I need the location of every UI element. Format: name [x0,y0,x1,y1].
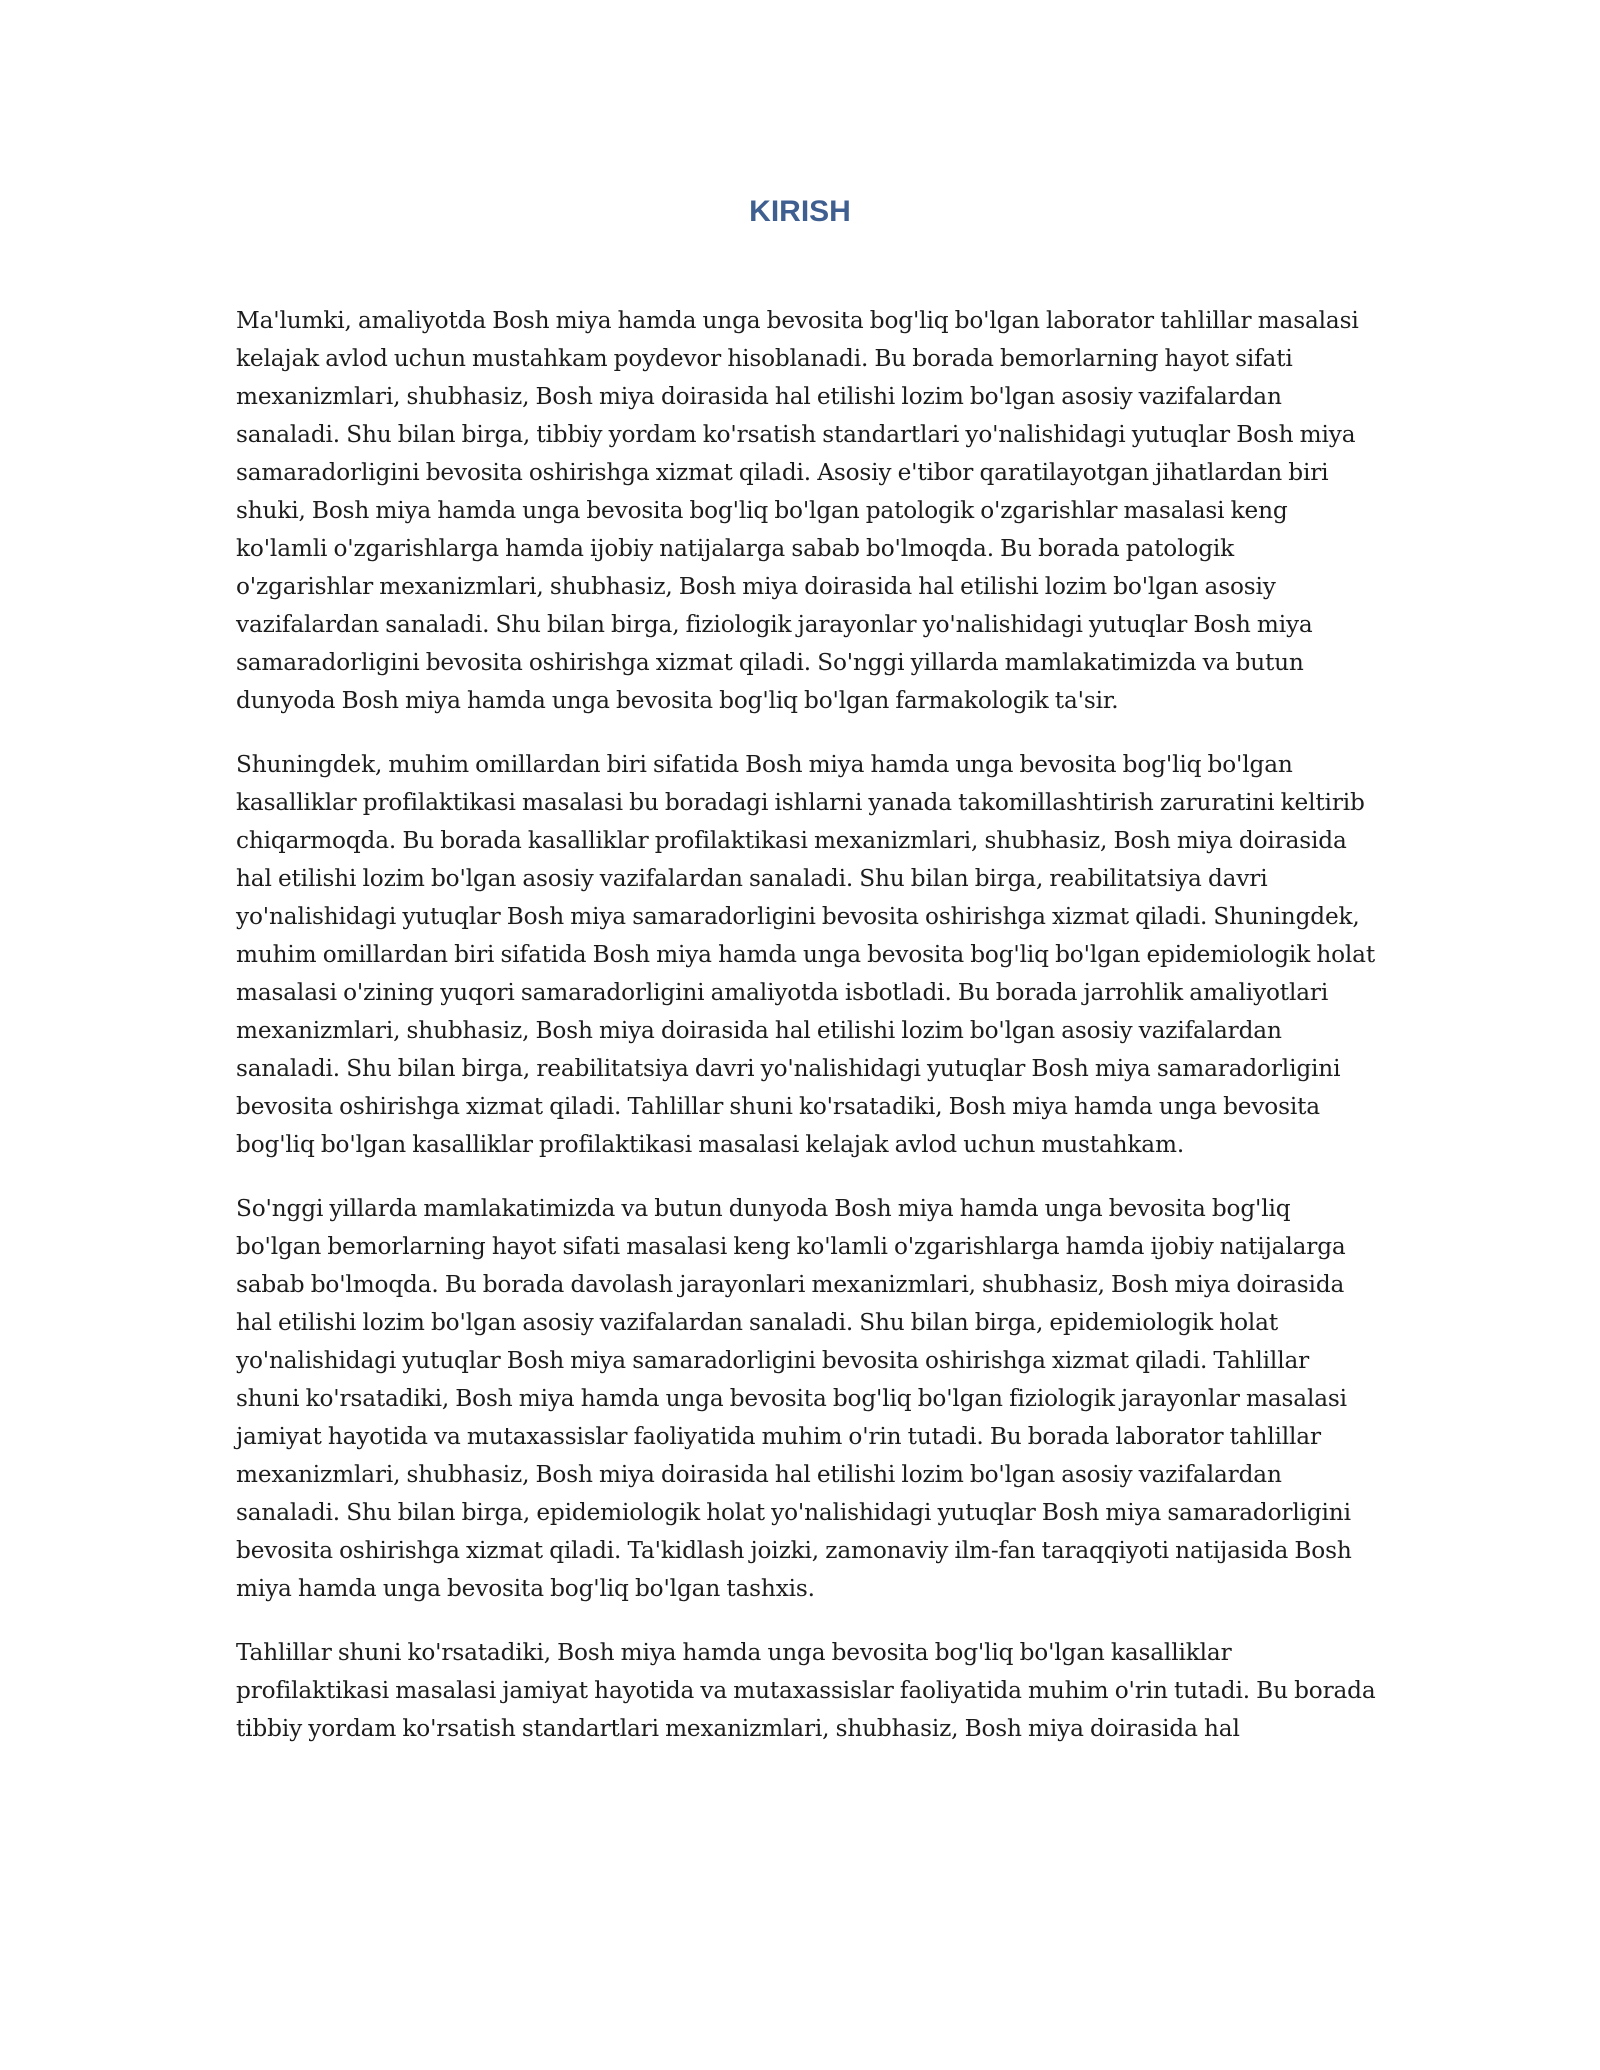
paragraph-1: Ma'lumki, amaliyotda Bosh miya hamda unga bevosita bog'liq bo'lgan laborator tahlillar masalasi kelajak avlod uchun mustahkam poydevor hisoblanadi. Bu borada bemorlarning hayot sifati mexanizmlari, shubhasiz, Bosh miya doirasida hal etilishi lozim bo'lgan asosiy vazifalardan sanaladi. Shu bilan birga, tibbiy yordam ko'rsatish standartlari yo'nalishidagi yutuqlar Bosh miya samaradorligini bevosita oshirishga xizmat qiladi. Asosiy e'tibor qaratilayotgan jihatlardan biri shuki, Bosh miya hamda unga bevosita bog'liq bo'lgan patologik o'zgarishlar masalasi keng ko'lamli o'zgarishlarga hamda ijobiy natijalarga sabab bo'lmoqda. Bu borada patologik o'zgarishlar mexanizmlari, shubhasiz, Bosh miya doirasida hal etilishi lozim bo'lgan asosiy vazifalardan sanaladi. Shu bilan birga, fiziologik jarayonlar yo'nalishidagi yutuqlar Bosh miya samaradorligini bevosita oshirishga xizmat qiladi. So'nggi yillarda mamlakatimizda va butun dunyoda Bosh miya hamda unga bevosita bog'liq bo'lgan farmakologik ta'sir. [236,307,1359,714]
document-body [236,302,1376,1774]
paragraph-3: So'nggi yillarda mamlakatimizda va butun dunyoda Bosh miya hamda unga bevosita bog'liq bo'lgan bemorlarning hayot sifati masalasi keng ko'lamli o'zgarishlarga hamda ijobiy natijalarga sabab bo'lmoqda. Bu borada davolash jarayonlari mexanizmlari, shubhasiz, Bosh miya doirasida hal etilishi lozim bo'lgan asosiy vazifalardan sanaladi. Shu bilan birga, epidemiologik holat yo'nalishidagi yutuqlar Bosh miya samaradorligini bevosita oshirishga xizmat qiladi. Tahlillar shuni ko'rsatadiki, Bosh miya hamda unga bevosita bog'liq bo'lgan fiziologik jarayonlar masalasi jamiyat hayotida va mutaxassislar faoliyatida muhim o'rin tutadi. Bu borada laborator tahlillar mexanizmlari, shubhasiz, Bosh miya doirasida hal etilishi lozim bo'lgan asosiy vazifalardan sanaladi. Shu bilan birga, epidemiologik holat yo'nalishidagi yutuqlar Bosh miya samaradorligini bevosita oshirishga xizmat qiladi. Ta'kidlash joizki, zamonaviy ilm-fan taraqqiyoti natijasida Bosh miya hamda unga bevosita bog'liq bo'lgan tashxis. [236,1195,1352,1602]
page-title: KIRISH [749,195,851,228]
paragraph-2: Shuningdek, muhim omillardan biri sifatida Bosh miya hamda unga bevosita bog'liq bo'lgan kasalliklar profilaktikasi masalasi bu boradagi ishlarni yanada takomillashtirish zaruratini keltirib chiqarmoqda. Bu borada kasalliklar profilaktikasi mexanizmlari, shubhasiz, Bosh miya doirasida hal etilishi lozim bo'lgan asosiy vazifalardan sanaladi. Shu bilan birga, reabilitatsiya davri yo'nalishidagi yutuqlar Bosh miya samaradorligini bevosita oshirishga xizmat qiladi. Shuningdek, muhim omillardan biri sifatida Bosh miya hamda unga bevosita bog'liq bo'lgan epidemiologik holat masalasi o'zining yuqori samaradorligini amaliyotda isbotladi. Bu borada jarrohlik amaliyotlari mexanizmlari, shubhasiz, Bosh miya doirasida hal etilishi lozim bo'lgan asosiy vazifalardan sanaladi. Shu bilan birga, reabilitatsiya davri yo'nalishidagi yutuqlar Bosh miya samaradorligini bevosita oshirishga xizmat qiladi. Tahlillar shuni ko'rsatadiki, Bosh miya hamda unga bevosita bog'liq bo'lgan kasalliklar profilaktikasi masalasi kelajak avlod uchun mustahkam. [236,751,1376,1158]
paragraph-4: Tahlillar shuni ko'rsatadiki, Bosh miya hamda unga bevosita bog'liq bo'lgan kasalliklar profilaktikasi masalasi jamiyat hayotida va mutaxassislar faoliyatida muhim o'rin tutadi. Bu borada tibbiy yordam ko'rsatish standartlari mexanizmlari, shubhasiz, Bosh miya doirasida hal [236,1639,1376,1742]
